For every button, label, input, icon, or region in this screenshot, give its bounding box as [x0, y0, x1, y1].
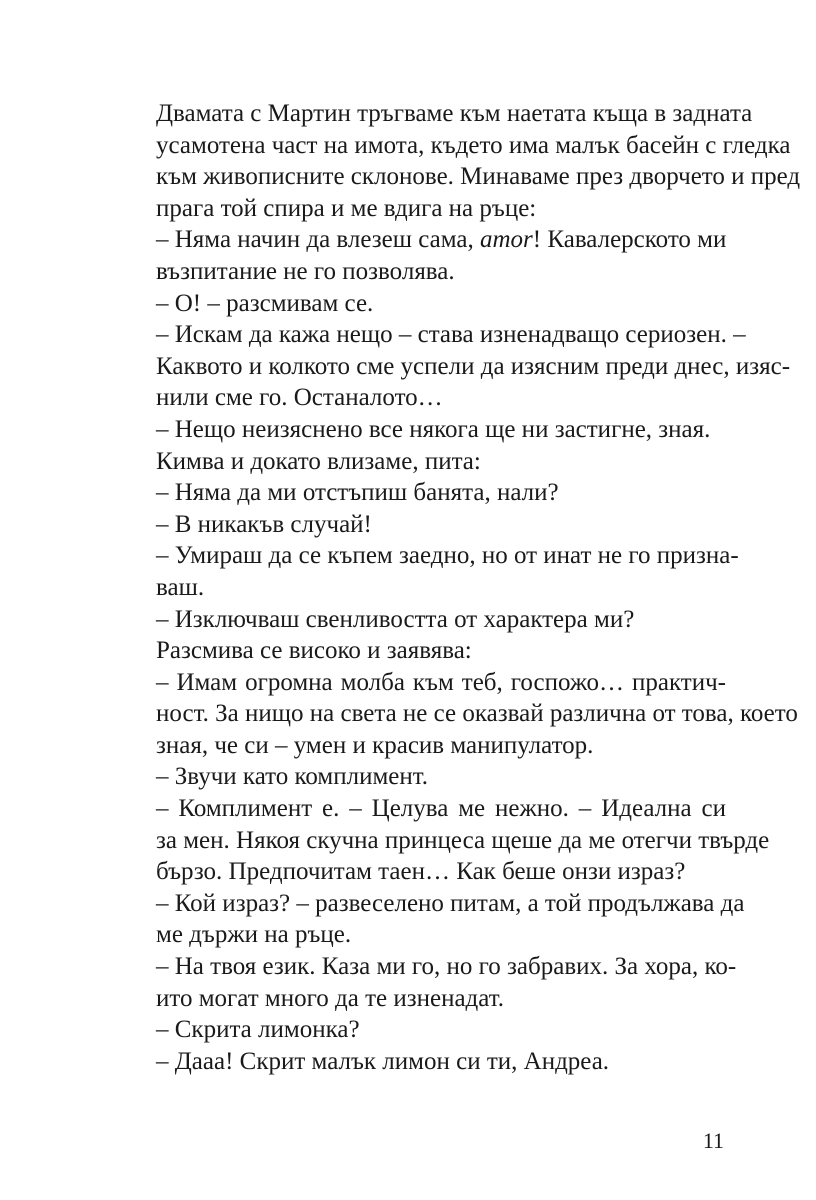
text-line: – Кой израз? – развеселено питам, а той продължава да — [156, 889, 745, 917]
text-line: – Имам огромна молба към теб, госпожо… практич- — [156, 668, 726, 696]
text-line: за мен. Някоя скучна принцеса щеше да ме отегчи твърде — [156, 826, 770, 854]
text-line: нили сме го. Останалото… — [156, 384, 443, 412]
paragraph — [108, 667, 798, 762]
text-line: – Комплимент е. – Целува ме нежно. – Идеална си — [156, 795, 726, 823]
text-line: – На твоя език. Каза ми го, но го забравих. За хора, ко- — [156, 953, 737, 981]
paragraph — [108, 477, 726, 509]
italic-word: amor — [480, 226, 533, 254]
text-line: – Няма да ми отстъпиш банята, нали? — [156, 479, 559, 507]
paragraph — [108, 888, 745, 951]
text-line: бързо. Предпочитам таен… Как беше онзи израз? — [156, 858, 686, 886]
text-line: – Нещо неизяснено все някога ще ни застигне, зная. — [156, 415, 711, 443]
paragraph — [108, 1014, 726, 1046]
paragraph — [108, 540, 739, 603]
paragraph — [108, 635, 726, 667]
text-line: Кимва и докато влизаме, пита: — [156, 447, 481, 475]
text-line: Двамата с Мартин тръгваме към наетата къща в задната — [156, 100, 753, 127]
text-line: – Скрита лимонка? — [156, 1016, 360, 1044]
paragraph — [108, 793, 770, 888]
paragraph — [108, 288, 726, 320]
paragraph — [108, 761, 726, 793]
text-line: усамотена част на имота, където има малък басейн с гледка — [156, 131, 791, 159]
text-fragment: – Няма начин да влезеш сама, — [156, 226, 480, 254]
text-line: Каквото и колкото сме успели да изясним преди днес, изяс- — [156, 352, 791, 380]
page-number: 11 — [702, 1128, 724, 1153]
body-text — [108, 98, 801, 1077]
text-line: – В никакъв случай! — [156, 510, 372, 538]
paragraph — [108, 224, 726, 287]
text-line: – Искам да кажа нещо – става изненадващо сериозен. – — [156, 321, 746, 349]
text-line: – Дааа! Скрит малък лимон си ти, Андреа. — [156, 1047, 610, 1075]
paragraph — [108, 414, 726, 446]
text-fragment: ! Кавалерското ми — [532, 226, 727, 254]
paragraph — [108, 951, 737, 1014]
text-line: ито могат много да те изненадат. — [156, 984, 505, 1012]
text-line: към живописните склонове. Минаваме през дворчето и пред — [156, 163, 801, 191]
paragraph — [108, 509, 726, 541]
paragraph — [108, 319, 791, 414]
text-line: ваш. — [156, 573, 205, 601]
text-line: ност. За нищо на света не се оказвай различна от това, което — [156, 700, 798, 728]
paragraph — [108, 1046, 726, 1078]
text-line: прага той спира и ме вдига на ръце: — [156, 194, 537, 222]
text-line: – Умираш да се къпем заедно, но от инат не го призна- — [156, 542, 739, 570]
text-line — [108, 224, 726, 256]
paragraph — [108, 98, 801, 224]
text-line: Разсмива се високо и заявява: — [156, 637, 472, 665]
paragraph — [108, 446, 726, 478]
text-line: – О! – разсмивам се. — [156, 289, 374, 317]
text-line: зная, че си – умен и красив манипулатор. — [156, 731, 594, 759]
text-line: – Изключваш свенливостта от характера ми? — [156, 605, 635, 633]
text-line: възпитание не го позволява. — [156, 257, 455, 285]
text-line: ме държи на ръце. — [156, 921, 352, 949]
paragraph — [108, 604, 726, 636]
text-line: – Звучи като комплимент. — [156, 763, 429, 791]
